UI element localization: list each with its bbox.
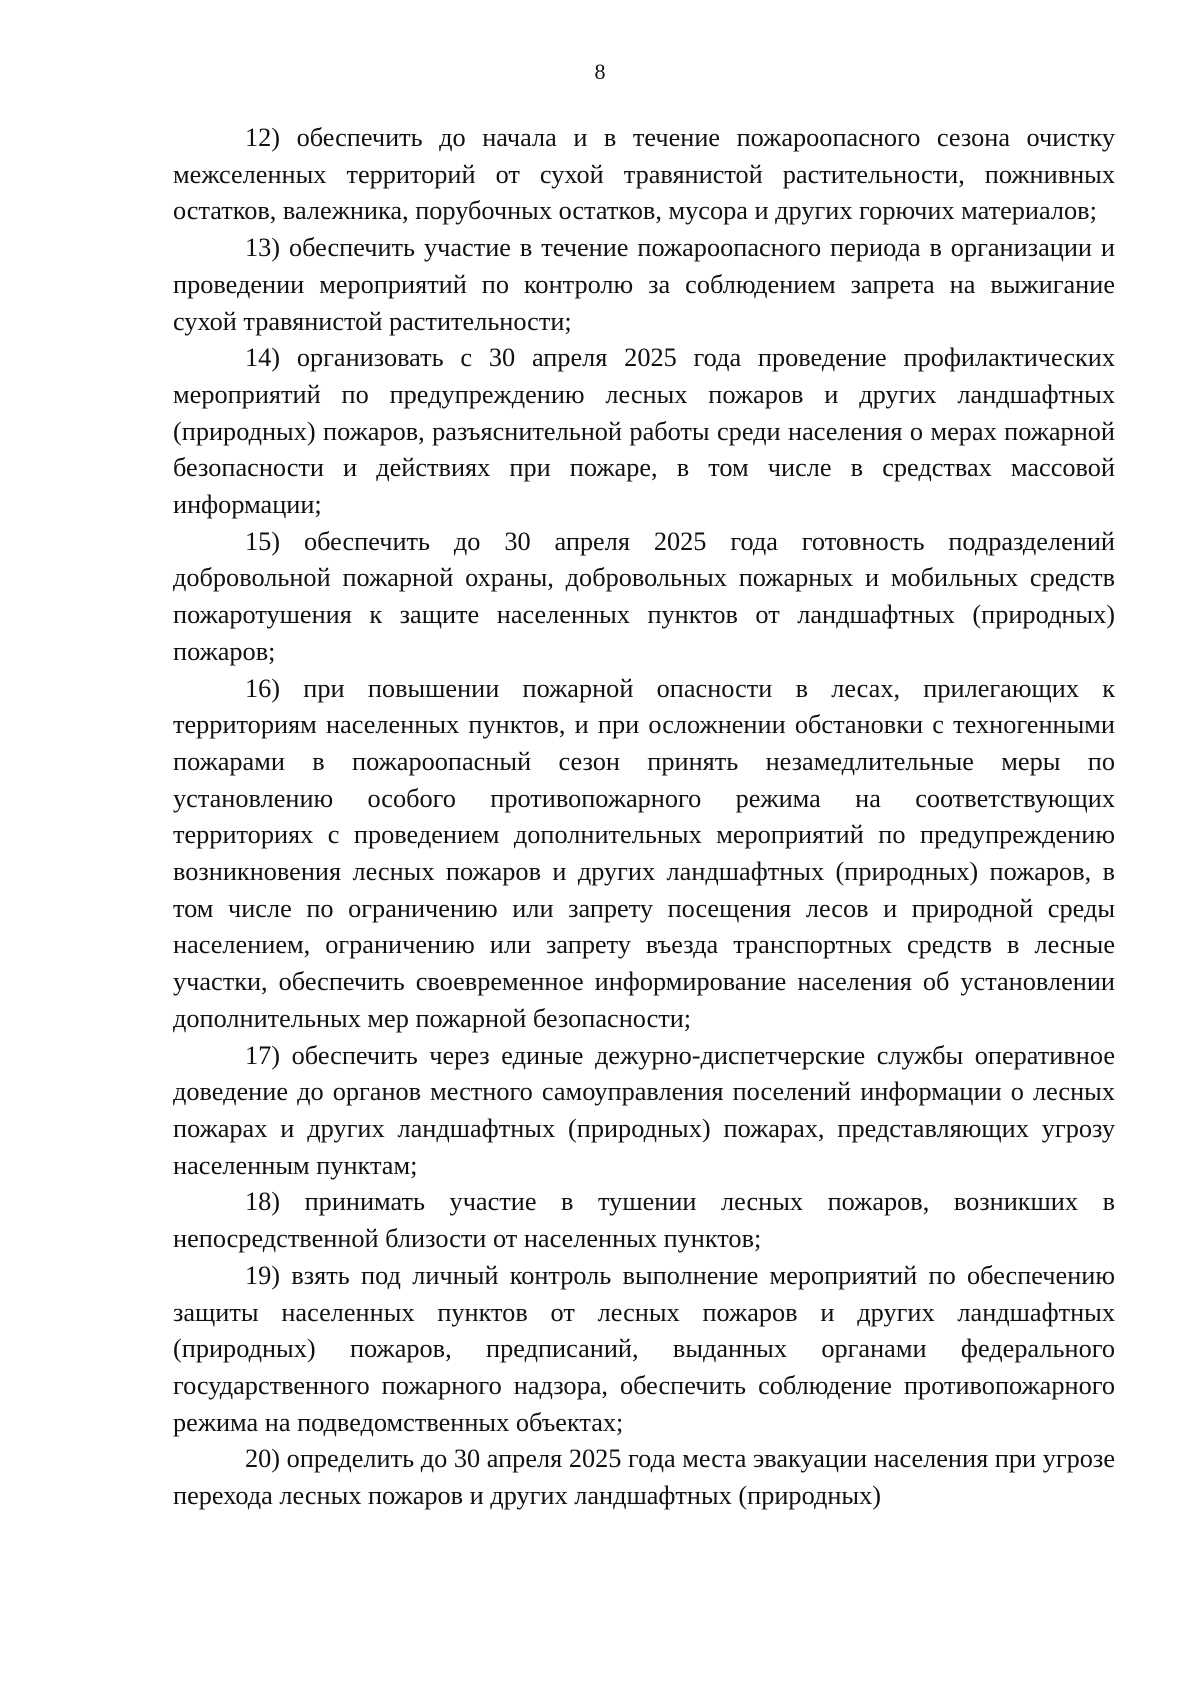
page-number: 8 — [594, 59, 606, 84]
paragraph-item-15: 15) обеспечить до 30 апреля 2025 года готовность подразделений добровольной пожарной охраны, добровольных пожарных и мобильных средств пожаротушения к защите населенных пунктов от ландшафтных (природных) пожаров; — [173, 526, 1115, 666]
paragraph-item-17: 17) обеспечить через единые дежурно-диспетчерские службы оперативное доведение до органов местного самоуправления поселений информации о лесных пожарах и других ландшафтных (природных) пожарах, представляющих угрозу населенным пунктам; — [173, 1040, 1115, 1180]
paragraph-item-20: 20) определить до 30 апреля 2025 года места эвакуации населения при угрозе перехода лесных пожаров и других ландшафтных (природных) — [173, 1444, 1115, 1511]
paragraph-item-12: 12) обеспечить до начала и в течение пожароопасного сезона очистку межселенных территорий от сухой травянистой растительности, пожнивных остатков, валежника, порубочных остатков, мусора и других горючих материалов; — [173, 123, 1115, 226]
paragraph-item-16: 16) при повышении пожарной опасности в лесах, прилегающих к территориям населенных пунктов, и при осложнении обстановки с техногенными пожарами в пожароопасный сезон принять незамедлительные меры по установлению особого противопожарного режима на соответствующих территориях с проведением дополнительных мероприятий по предупреждению возникновения лесных пожаров и других ландшафтных (природных) пожаров, в том числе по ограничению или запрету посещения лесов и природной среды населением, ограничению или запрету въезда транспортных средств в лесные участки, обеспечить своевременное информирование населения об установлении дополнительных мер пожарной безопасности; — [173, 673, 1115, 1033]
paragraph-item-14: 14) организовать с 30 апреля 2025 года проведение профилактических мероприятий по предупреждению лесных пожаров и других ландшафтных (природных) пожаров, разъяснительной работы среди населения о мерах пожарной безопасности и действиях при пожаре, в том числе в средствах массовой информации; — [173, 343, 1115, 520]
paragraph-item-13: 13) обеспечить участие в течение пожароопасного периода в организации и проведении мероприятий по контролю за соблюдением запрета на выжигание сухой травянистой растительности; — [173, 233, 1115, 336]
paragraph-item-18: 18) принимать участие в тушении лесных пожаров, возникших в непосредственной близости от населенных пунктов; — [173, 1187, 1115, 1254]
document-body — [173, 120, 1115, 1515]
paragraph-item-19: 19) взять под личный контроль выполнение мероприятий по обеспечению защиты населенных пунктов от лесных пожаров и других ландшафтных (природных) пожаров, предписаний, выданных органами федерального государственного пожарного надзора, обеспечить соблюдение противопожарного режима на подведомственных объектах; — [173, 1260, 1115, 1437]
